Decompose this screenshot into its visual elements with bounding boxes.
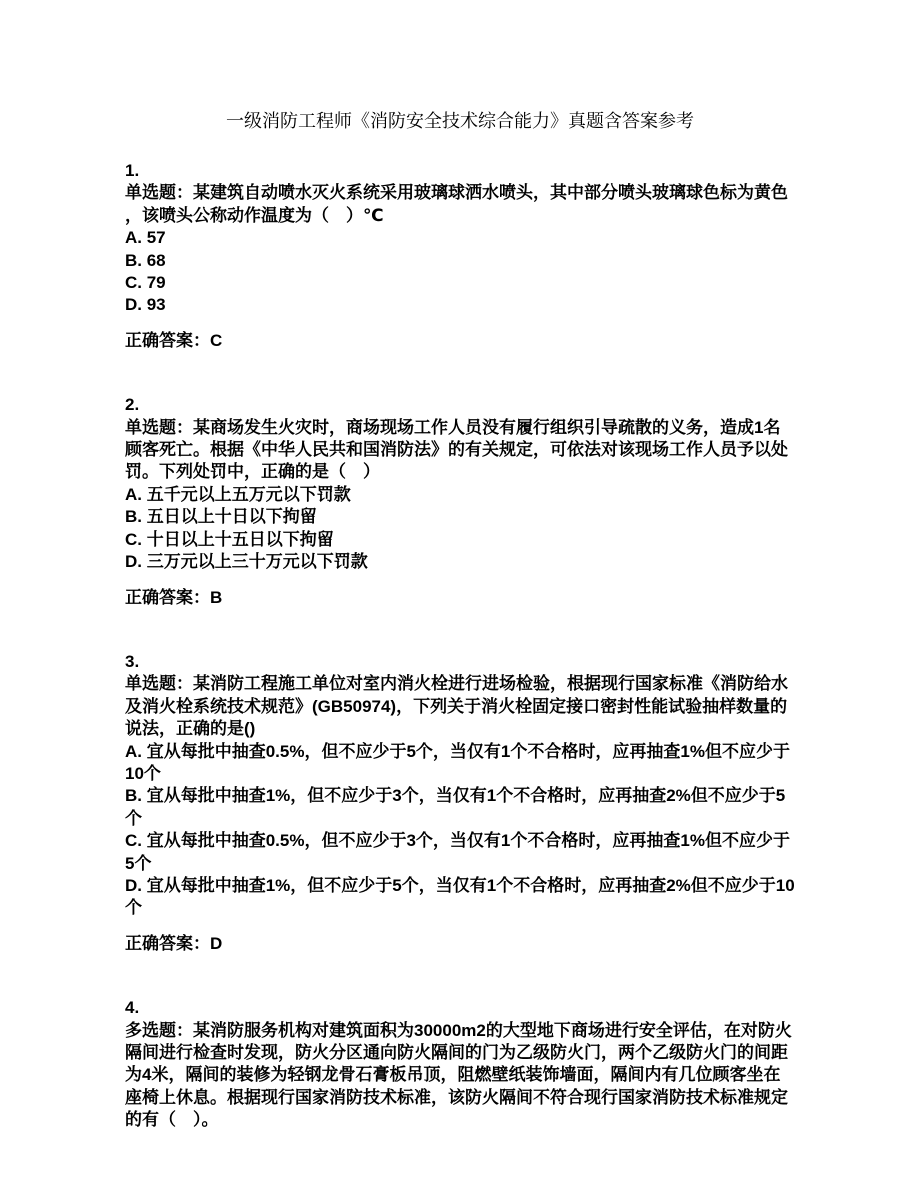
question-option: B. 五日以上十日以下拘留 — [125, 507, 317, 527]
question-option: D. 93 — [125, 295, 166, 315]
question-option: C. 宜从每批中抽查0.5%，但不应少于3个，当仅有1个不合格时，应再抽查1%但不应少于5个 — [125, 831, 790, 873]
question-number: 3. — [125, 651, 140, 671]
question-option: B. 宜从每批中抽查1%，但不应少于3个，当仅有1个不合格时，应再抽查2%但不应少于5个 — [125, 786, 786, 828]
question-number: 2. — [125, 395, 140, 415]
question-stem: 单选题：某建筑自动喷水灭火系统采用玻璃球洒水喷头，其中部分喷头玻璃球色标为黄色，该喷头公称动作温度为（ ）℃ — [125, 183, 788, 225]
question-option: D. 宜从每批中抽查1%，但不应少于5个，当仅有1个不合格时，应再抽查2%但不应少于10个 — [125, 875, 795, 918]
question-answer: 正确答案：C — [125, 330, 223, 350]
question-option: C. 十日以上十五日以下拘留 — [125, 529, 334, 549]
question-3 — [125, 651, 795, 955]
question-stem: 单选题：某消防工程施工单位对室内消火栓进行进场检验，根据现行国家标准《消防给水及消火栓系统技术规范》(GB50974)，下列关于消火栓固定接口密封性能试验抽样数量的说法，正确的是() — [125, 674, 788, 739]
question-option: A. 五千元以上五万元以下罚款 — [125, 484, 351, 504]
question-stem: 单选题：某商场发生火灾时，商场现场工作人员没有履行组织引导疏散的义务，造成1名顾客死亡。根据《中华人民共和国消防法》的有关规定，可依法对该现场工作人员予以处罚。下列处罚中，正确的是（ ） — [125, 417, 788, 482]
question-number: 1. — [125, 161, 140, 180]
question-stem: 多选题：某消防服务机构对建筑面积为30000m2的大型地下商场进行安全评估，在对防火隔间进行检查时发现，防火分区通向防火隔间的门为乙级防火门，两个乙级防火门的间距为4米，隔间的装修为轻钢龙骨石膏板吊顶，阻燃壁纸装饰墙面，隔间内有几位顾客坐在座椅上休息。根据现行国家消防技术标准，该防火隔间不符合现行国家消防技术标准规定的有（ ）。 — [125, 1020, 792, 1130]
question-option: A. 宜从每批中抽查0.5%，但不应少于5个，当仅有1个不合格时，应再抽查1%但不应少于10个 — [125, 741, 790, 783]
question-answer: 正确答案：B — [125, 587, 223, 607]
question-number: 4. — [125, 998, 140, 1018]
question-1 — [125, 160, 795, 352]
document-title: 一级消防工程师《消防安全技术综合能力》真题含答案参考 — [226, 111, 694, 131]
question-2 — [125, 394, 795, 609]
question-option: A. 57 — [125, 228, 166, 248]
question-option: B. 68 — [125, 250, 166, 270]
question-option: C. 79 — [125, 273, 166, 293]
question-answer: 正确答案：D — [125, 933, 223, 953]
question-4 — [125, 997, 795, 1131]
question-option: D. 三万元以上三十万元以下罚款 — [125, 552, 368, 572]
